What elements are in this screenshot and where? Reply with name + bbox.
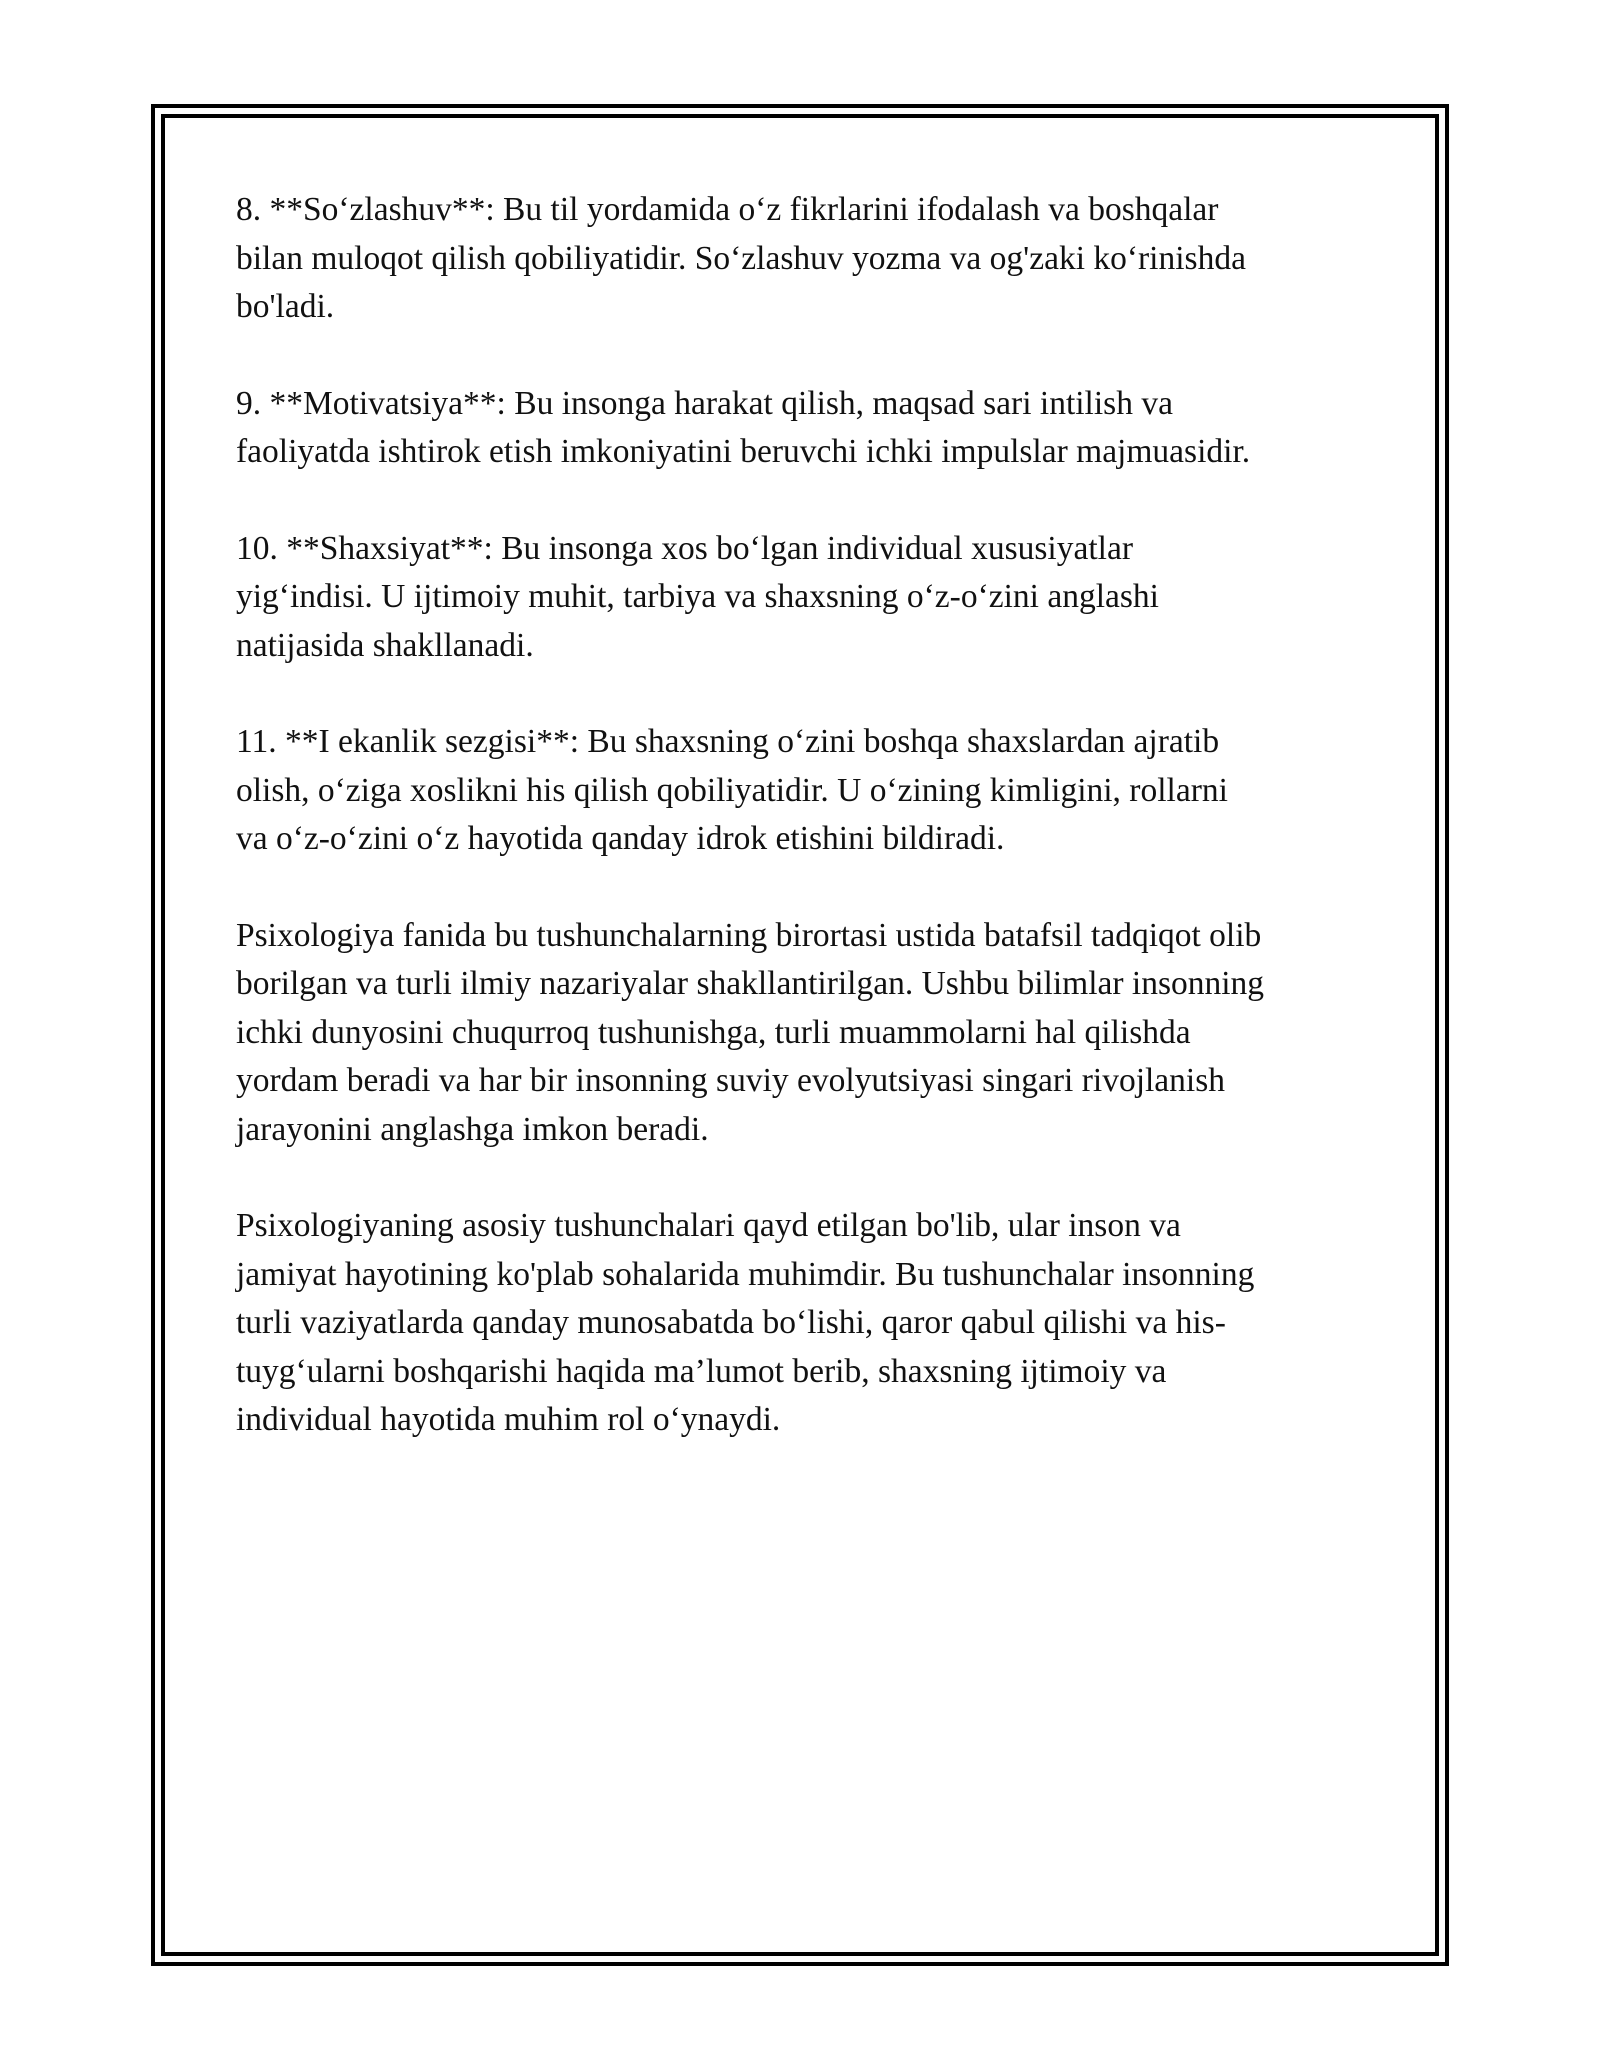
text-line: borilgan va turli ilmiy nazariyalar shakllantirilgan. Ushbu bilimlar insonning bbox=[236, 965, 1265, 1002]
document-body bbox=[236, 186, 1386, 1493]
text-line: Psixologiya fanida bu tushunchalarning birortasi ustida batafsil tadqiqot olib bbox=[236, 916, 1262, 954]
paragraph-10-shaxsiyat bbox=[236, 525, 1386, 671]
paragraph-conclusion bbox=[236, 1202, 1386, 1445]
text-line: bilan muloqot qilish qobiliyatidir. So‘zlashuv yozma va og'zaki ko‘rinishda bbox=[236, 239, 1246, 277]
text-line: 11. **I ekanlik sezgisi**: Bu shaxsning o‘zini boshqa shaxslardan ajratib bbox=[236, 723, 1220, 760]
paragraph-9-motivatsiya bbox=[236, 380, 1386, 477]
text-line: 9. **Motivatsiya**: Bu insonga harakat qilish, maqsad sari intilish va bbox=[236, 384, 1173, 422]
text-line: turli vaziyatlarda qanday munosabatda bo‘lishi, qaror qabul qilishi va his- bbox=[236, 1304, 1226, 1341]
text-line: tuyg‘ularni boshqarishi haqida ma’lumot berib, shaxsning ijtimoiy va bbox=[236, 1352, 1167, 1390]
text-line: Psixologiyaning asosiy tushunchalari qayd etilgan bo'lib, ular inson va bbox=[236, 1207, 1181, 1244]
text-line: va o‘z-o‘zini o‘z hayotida qanday idrok etishini bildiradi. bbox=[236, 820, 1005, 857]
text-line: 8. **So‘zlashuv**: Bu til yordamida o‘z fikrlarini ifodalash va boshqalar bbox=[236, 191, 1219, 228]
text-line: bo'ladi. bbox=[236, 288, 335, 325]
paragraph-psixologiya-fanida bbox=[236, 912, 1386, 1155]
text-line: natijasida shakllanadi. bbox=[236, 626, 534, 664]
text-line: yig‘indisi. U ijtimoiy muhit, tarbiya va shaxsning o‘z-o‘zini anglashi bbox=[236, 578, 1159, 615]
text-line: individual hayotida muhim rol o‘ynaydi. bbox=[236, 1401, 781, 1438]
text-line: jarayonini anglashga imkon beradi. bbox=[236, 1110, 709, 1148]
text-line: olish, o‘ziga xoslikni his qilish qobiliyatidir. U o‘zining kimligini, rollarni bbox=[236, 771, 1228, 809]
text-line: faoliyatda ishtirok etish imkoniyatini beruvchi ichki impulslar majmuasidir. bbox=[236, 433, 1251, 470]
text-line: jamiyat hayotining ko'plab sohalarida muhimdir. Bu tushunchalar insonning bbox=[236, 1255, 1255, 1293]
paragraph-11-i-ekanlik-sezgisi bbox=[236, 718, 1386, 864]
text-line: ichki dunyosini chuqurroq tushunishga, turli muammolarni hal qilishda bbox=[236, 1013, 1191, 1051]
text-line: 10. **Shaxsiyat**: Bu insonga xos bo‘lgan individual xususiyatlar bbox=[236, 529, 1133, 567]
paragraph-8-sozlashuv bbox=[236, 186, 1386, 332]
text-line: yordam beradi va har bir insonning suviy evolyutsiyasi singari rivojlanish bbox=[236, 1062, 1226, 1099]
